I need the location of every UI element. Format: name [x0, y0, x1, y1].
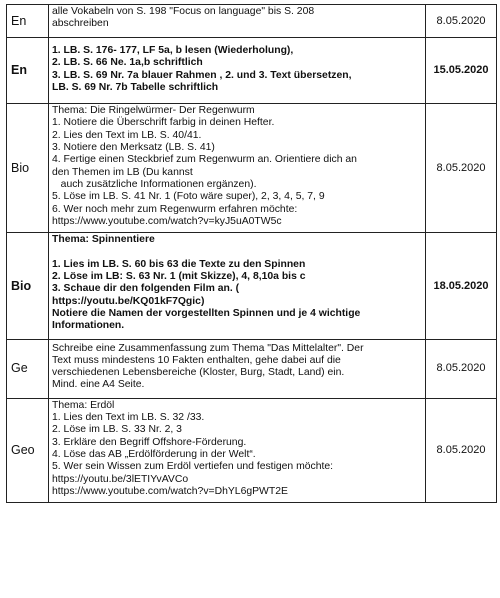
- subject-cell: Bio: [7, 104, 49, 233]
- date-cell: 8.05.2020: [426, 5, 497, 38]
- subject-cell: En: [7, 5, 49, 38]
- subject-cell: En: [7, 38, 49, 104]
- task-line: Mind. eine A4 Seite.: [52, 379, 145, 391]
- task-cell: [49, 5, 426, 38]
- subject-cell: Geo: [7, 398, 49, 502]
- task-line: 2. Löse im LB. S. 33 Nr. 2, 3: [52, 424, 182, 436]
- task-line: 6. Wer noch mehr zum Regenwurm erfahren möchte:: [52, 203, 298, 215]
- task-cell: [49, 233, 426, 339]
- task-line: Thema: Erdöl: [52, 399, 115, 411]
- table-row: [7, 5, 497, 38]
- task-link[interactable]: https://youtu.be/KQ01kF7Qgic): [52, 295, 205, 307]
- task-line: 1. Notiere die Überschrift farbig in deinen Hefter.: [52, 117, 275, 129]
- table-row: [7, 104, 497, 233]
- task-line: 3. Erkläre den Begriff Offshore-Förderung.: [52, 436, 247, 448]
- task-line: LB. S. 69 Nr. 7b Tabelle schriftlich: [52, 81, 219, 93]
- task-line: 4. Fertige einen Steckbrief zum Regenwurm an. Orientiere dich an: [52, 154, 357, 166]
- table-row: [7, 398, 497, 502]
- task-line: 3. Notiere den Merksatz (LB. S. 41): [52, 142, 215, 154]
- table-row: [7, 339, 497, 398]
- task-line: 5. Löse im LB. S. 41 Nr. 1 (Foto wäre super), 2, 3, 4, 5, 7, 9: [52, 191, 325, 203]
- table-row: [7, 233, 497, 339]
- task-cell: [49, 104, 426, 233]
- task-line: alle Vokabeln von S. 198 "Focus on language" bis S. 208: [52, 6, 315, 17]
- task-cell: [49, 339, 426, 398]
- date-cell: 8.05.2020: [426, 104, 497, 233]
- task-line: Informationen.: [52, 320, 125, 332]
- subject-cell: Bio: [7, 233, 49, 339]
- date-cell: 18.05.2020: [426, 233, 497, 339]
- task-link[interactable]: https://www.youtube.com/watch?v=kyJ5uA0TW5c: [52, 215, 282, 227]
- blank-line: [52, 246, 422, 258]
- task-line: Text muss mindestens 10 Fakten enthalten, gehe dabei auf die: [52, 354, 341, 366]
- task-line: abschreiben: [52, 18, 109, 30]
- date-cell: 8.05.2020: [426, 339, 497, 398]
- task-line: Thema: Die Ringelwürmer- Der Regenwurm: [52, 105, 255, 117]
- task-line: 3. Schaue dir den folgenden Film an. (: [52, 283, 240, 295]
- task-line: Thema: Spinnentiere: [52, 234, 155, 246]
- task-line: Schreibe eine Zusammenfassung zum Thema "Das Mittelalter". Der: [52, 342, 364, 354]
- task-cell: [49, 398, 426, 502]
- task-line: 1. Lies im LB. S. 60 bis 63 die Texte zu den Spinnen: [52, 258, 306, 270]
- table-row: [7, 38, 497, 104]
- task-line: 2. Löse im LB: S. 63 Nr. 1 (mit Skizze), 4, 8,10a bis c: [52, 271, 306, 283]
- assignment-table: [6, 4, 497, 503]
- homework-sheet: [6, 4, 494, 503]
- task-line: 4. Löse das AB „Erdölförderung in der Welt“.: [52, 448, 256, 460]
- task-line: den Themen im LB (Du kannst: [52, 166, 193, 178]
- task-line: 2. LB. S. 66 Ne. 1a,b schriftlich: [52, 57, 203, 69]
- task-line: 2. Lies den Text im LB. S. 40/41.: [52, 129, 202, 141]
- task-line: 1. Lies den Text im LB. S. 32 /33.: [52, 412, 205, 424]
- task-line: 3. LB. S. 69 Nr. 7a blauer Rahmen , 2. und 3. Text übersetzen,: [52, 69, 352, 81]
- task-cell: [49, 38, 426, 104]
- task-line: verschiedenen Lebensbereiche (Kloster, Burg, Stadt, Land) ein.: [52, 367, 345, 379]
- subject-cell: Ge: [7, 339, 49, 398]
- task-line: 5. Wer sein Wissen zum Erdöl vertiefen und festigen möchte:: [52, 461, 334, 473]
- task-line: Notiere die Namen der vorgestellten Spinnen und je 4 wichtige: [52, 307, 361, 319]
- date-cell: 15.05.2020: [426, 38, 497, 104]
- date-cell: 8.05.2020: [426, 398, 497, 502]
- task-link[interactable]: https://www.youtube.com/watch?v=DhYL6gPWT2E: [52, 485, 288, 497]
- task-line: auch zusätzliche Informationen ergänzen).: [52, 178, 257, 190]
- task-link[interactable]: https://youtu.be/3lETIYvAVCo: [52, 473, 189, 485]
- task-line: 1. LB. S. 176- 177, LF 5a, b lesen (Wiederholung),: [52, 45, 294, 56]
